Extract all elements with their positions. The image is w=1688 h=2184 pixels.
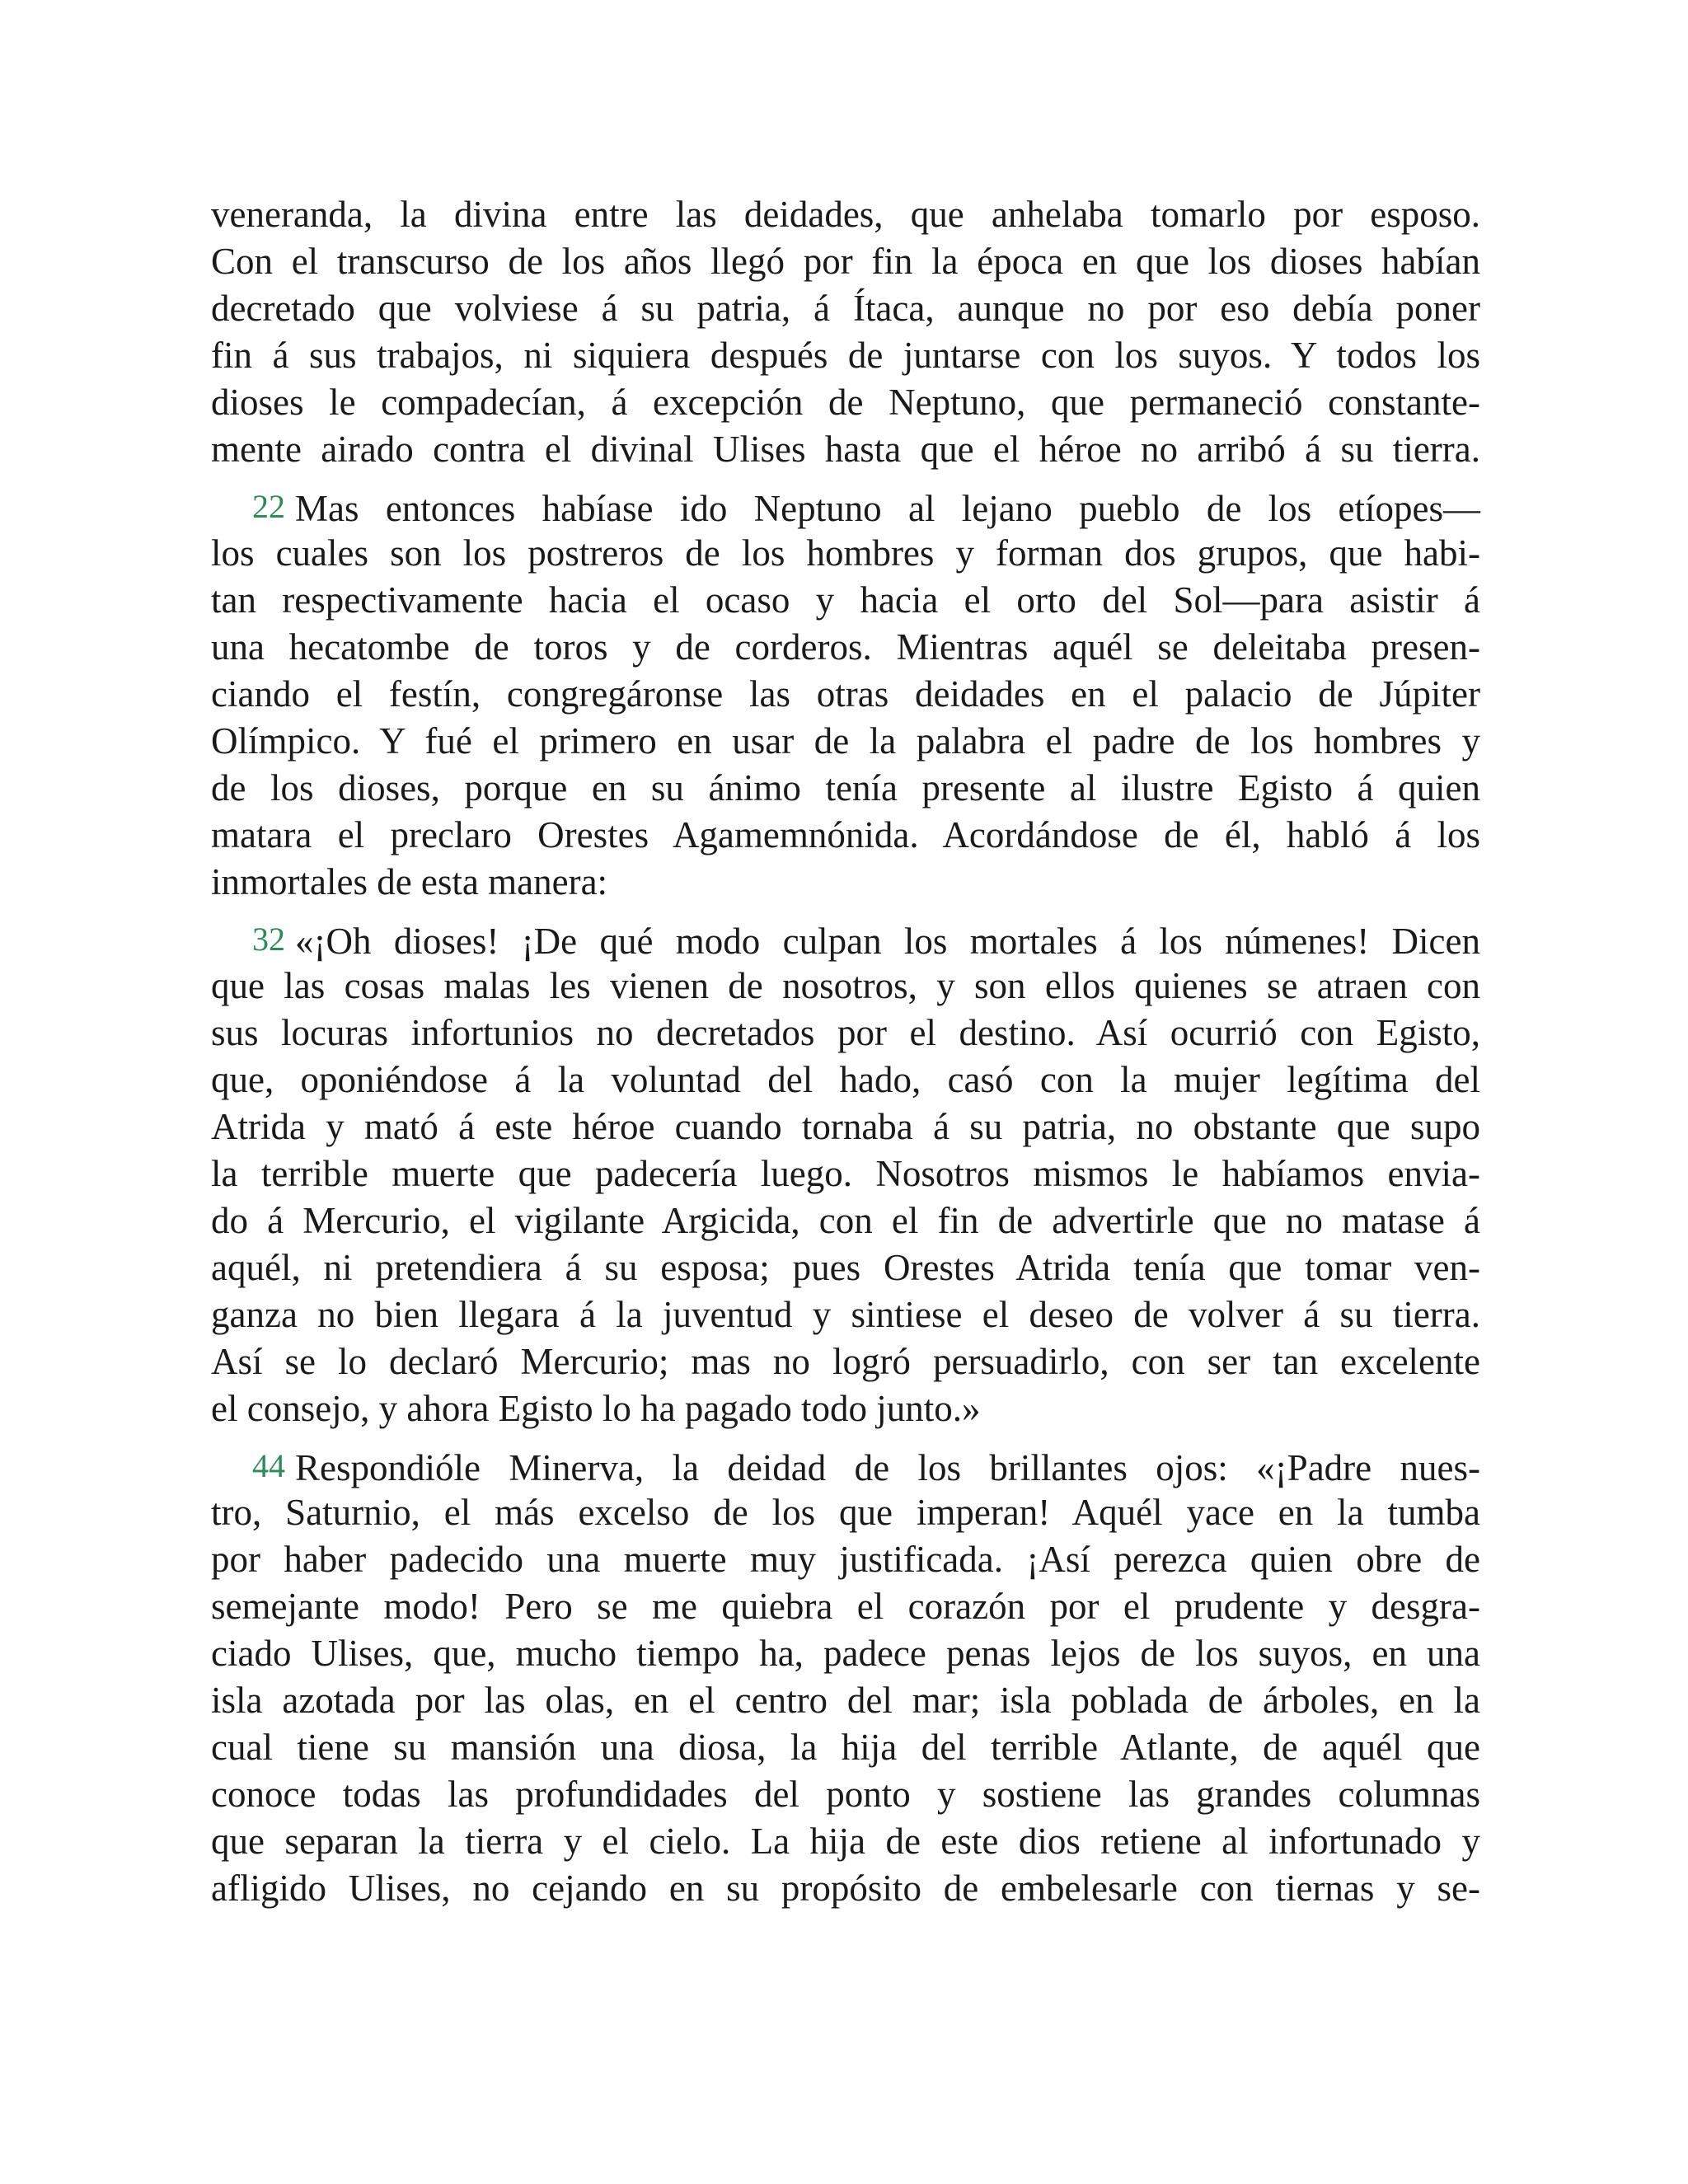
text-line: aquél, ni pretendiera á su esposa; pues Orestes Atrida tenía que tomar ven- — [211, 1247, 1480, 1288]
text-line: tro, Saturnio, el más excelso de los que imperan! Aquél yace en la tumba — [211, 1492, 1480, 1533]
page-body — [211, 191, 1480, 1912]
text-line — [211, 1442, 1480, 1489]
text-line: la terrible muerte que padecería luego. Nosotros mismos le habíamos envia- — [211, 1153, 1480, 1194]
text-line: de los dioses, porque en su ánimo tenía presente al ilustre Egisto á quien — [211, 767, 1480, 808]
text-line: dioses le compadecían, á excepción de Neptuno, que permaneció constante- — [211, 382, 1480, 423]
text-line: fin á sus trabajos, ni siquiera después de juntarse con los suyos. Y todos los — [211, 335, 1480, 376]
text-line: que separan la tierra y el cielo. La hija de este dios retiene al infortunado y — [211, 1821, 1480, 1862]
text-line: veneranda, la divina entre las deidades, que anhelaba tomarlo por esposo. — [211, 194, 1480, 235]
text-line: Atrida y mató á este héroe cuando tornaba á su patria, no obstante que supo — [211, 1106, 1480, 1147]
text-line — [211, 916, 1480, 963]
verse-number: 32 — [252, 921, 285, 958]
text-line: mente airado contra el divinal Ulises hasta que el héroe no arribó á su tierra. — [211, 429, 1480, 470]
text-line: que las cosas malas les vienen de nosotros, y son ellos quienes se atraen con — [211, 965, 1480, 1006]
text-line: ciado Ulises, que, mucho tiempo ha, padece penas lejos de los suyos, en una — [211, 1633, 1480, 1674]
text-line: Así se lo declaró Mercurio; mas no logró persuadirlo, con ser tan excelente — [211, 1341, 1480, 1382]
text-line: tan respectivamente hacia el ocaso y hacia el orto del Sol—para asistir á — [211, 579, 1480, 621]
paragraph — [211, 916, 1480, 1432]
text-line: ciando el festín, congregáronse las otras deidades en el palacio de Júpiter — [211, 673, 1480, 715]
text-line: conoce todas las profundidades del ponto y sostiene las grandes columnas — [211, 1774, 1480, 1815]
verse-number: 22 — [252, 488, 285, 525]
text-line: do á Mercurio, el vigilante Argicida, con el fin de advertirle que no matase á — [211, 1200, 1480, 1241]
text-line-content: Mas entonces habíase ido Neptuno al lejano pueblo de los etíopes— — [295, 488, 1480, 529]
text-line-content: Respondióle Minerva, la deidad de los brillantes ojos: «¡Padre nues- — [295, 1447, 1480, 1488]
paragraph — [211, 483, 1480, 906]
text-line: matara el preclaro Orestes Agamemnónida. Acordándose de él, habló á los — [211, 814, 1480, 855]
paragraph — [211, 191, 1480, 473]
text-line: inmortales de esta manera: — [211, 861, 608, 902]
text-line: isla azotada por las olas, en el centro del mar; isla poblada de árboles, en la — [211, 1680, 1480, 1721]
text-line: cual tiene su mansión una diosa, la hija del terrible Atlante, de aquél que — [211, 1727, 1480, 1768]
text-line-content: «¡Oh dioses! ¡De qué modo culpan los mortales á los númenes! Dicen — [295, 921, 1480, 962]
text-line: Olímpico. Y fué el primero en usar de la palabra el padre de los hombres y — [211, 720, 1480, 762]
text-line: Con el transcurso de los años llegó por fin la época en que los dioses habían — [211, 241, 1480, 282]
text-line: ganza no bien llegara á la juventud y sintiese el deseo de volver á su tierra. — [211, 1294, 1480, 1335]
text-line: por haber padecido una muerte muy justificada. ¡Así perezca quien obre de — [211, 1539, 1480, 1580]
text-line: afligido Ulises, no cejando en su propósito de embelesarle con tiernas y se- — [211, 1868, 1480, 1909]
text-line: semejante modo! Pero se me quiebra el corazón por el prudente y desgra- — [211, 1586, 1480, 1627]
paragraph — [211, 1442, 1480, 1912]
text-line: una hecatombe de toros y de corderos. Mientras aquél se deleitaba presen- — [211, 626, 1480, 668]
text-line: el consejo, y ahora Egisto lo ha pagado todo junto.» — [211, 1388, 981, 1429]
text-line: sus locuras infortunios no decretados por el destino. Así ocurrió con Egisto, — [211, 1012, 1480, 1053]
verse-number: 44 — [252, 1447, 285, 1484]
text-line: los cuales son los postreros de los hombres y forman dos grupos, que habi- — [211, 532, 1480, 574]
text-line: decretado que volviese á su patria, á Ítaca, aunque no por eso debía poner — [211, 288, 1480, 329]
text-line: que, oponiéndose á la voluntad del hado, casó con la mujer legítima del — [211, 1059, 1480, 1100]
text-line — [211, 483, 1480, 530]
